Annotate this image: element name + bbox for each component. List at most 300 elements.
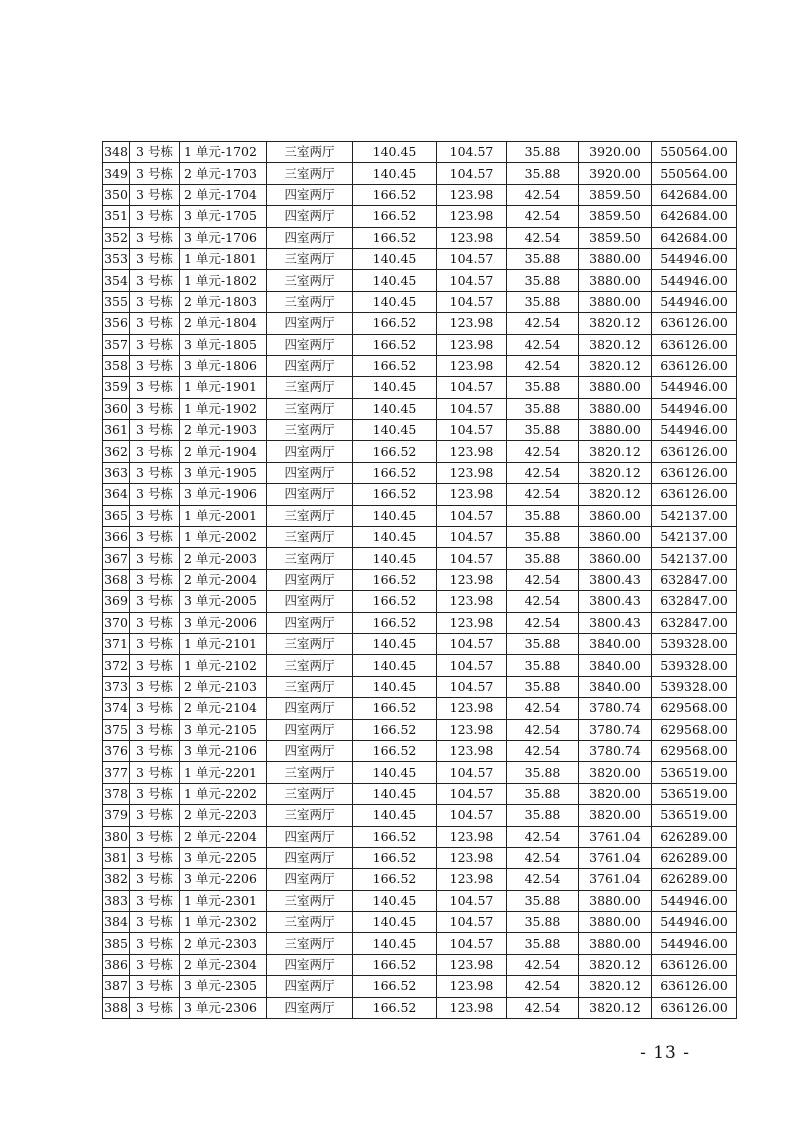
build-area-cell: 140.45 (353, 933, 437, 954)
inner-area-cell: 104.57 (437, 655, 507, 676)
unit-price-cell: 3859.50 (579, 184, 652, 205)
unit-cell: 2 单元-2003 (180, 548, 267, 569)
build-area-cell: 166.52 (353, 441, 437, 462)
table-row (103, 248, 737, 269)
row-number: 354 (103, 270, 130, 291)
unit-price-cell: 3880.00 (579, 420, 652, 441)
building-cell: 3 号栋 (130, 355, 180, 376)
row-number: 382 (103, 869, 130, 890)
shared-area-cell: 42.54 (507, 719, 579, 740)
unit-price-cell: 3780.74 (579, 740, 652, 761)
build-area-cell: 166.52 (353, 954, 437, 975)
unit-price-cell: 3880.00 (579, 912, 652, 933)
layout-cell: 三室两厅 (267, 762, 353, 783)
total-price-cell: 542137.00 (652, 505, 737, 526)
building-cell: 3 号栋 (130, 441, 180, 462)
row-number: 383 (103, 890, 130, 911)
row-number: 362 (103, 441, 130, 462)
layout-cell: 四室两厅 (267, 997, 353, 1018)
unit-price-cell: 3761.04 (579, 826, 652, 847)
unit-cell: 2 单元-2303 (180, 933, 267, 954)
unit-price-cell: 3840.00 (579, 676, 652, 697)
inner-area-cell: 123.98 (437, 740, 507, 761)
table-row (103, 655, 737, 676)
inner-area-cell: 123.98 (437, 997, 507, 1018)
build-area-cell: 166.52 (353, 206, 437, 227)
table-row (103, 847, 737, 868)
building-cell: 3 号栋 (130, 954, 180, 975)
row-number: 350 (103, 184, 130, 205)
shared-area-cell: 35.88 (507, 377, 579, 398)
total-price-cell: 539328.00 (652, 633, 737, 654)
building-cell: 3 号栋 (130, 527, 180, 548)
build-area-cell: 140.45 (353, 783, 437, 804)
row-number: 377 (103, 762, 130, 783)
total-price-cell: 544946.00 (652, 912, 737, 933)
build-area-cell: 166.52 (353, 591, 437, 612)
row-number: 380 (103, 826, 130, 847)
unit-price-cell: 3920.00 (579, 163, 652, 184)
unit-price-cell: 3880.00 (579, 270, 652, 291)
row-number: 376 (103, 740, 130, 761)
building-cell: 3 号栋 (130, 698, 180, 719)
building-cell: 3 号栋 (130, 676, 180, 697)
unit-price-cell: 3920.00 (579, 142, 652, 163)
layout-cell: 三室两厅 (267, 163, 353, 184)
inner-area-cell: 104.57 (437, 633, 507, 654)
building-cell: 3 号栋 (130, 740, 180, 761)
row-number: 359 (103, 377, 130, 398)
shared-area-cell: 42.54 (507, 976, 579, 997)
total-price-cell: 544946.00 (652, 398, 737, 419)
unit-cell: 1 单元-1901 (180, 377, 267, 398)
unit-price-cell: 3859.50 (579, 206, 652, 227)
build-area-cell: 140.45 (353, 377, 437, 398)
layout-cell: 四室两厅 (267, 698, 353, 719)
row-number: 366 (103, 527, 130, 548)
total-price-cell: 642684.00 (652, 227, 737, 248)
table-row (103, 783, 737, 804)
inner-area-cell: 123.98 (437, 826, 507, 847)
shared-area-cell: 42.54 (507, 184, 579, 205)
unit-cell: 3 单元-2205 (180, 847, 267, 868)
row-number: 368 (103, 569, 130, 590)
unit-cell: 1 单元-2001 (180, 505, 267, 526)
unit-cell: 3 单元-2206 (180, 869, 267, 890)
unit-cell: 1 单元-1802 (180, 270, 267, 291)
building-cell: 3 号栋 (130, 248, 180, 269)
row-number: 369 (103, 591, 130, 612)
layout-cell: 三室两厅 (267, 377, 353, 398)
shared-area-cell: 42.54 (507, 740, 579, 761)
unit-price-cell: 3880.00 (579, 933, 652, 954)
total-price-cell: 629568.00 (652, 740, 737, 761)
layout-cell: 四室两厅 (267, 569, 353, 590)
build-area-cell: 166.52 (353, 740, 437, 761)
build-area-cell: 166.52 (353, 484, 437, 505)
shared-area-cell: 42.54 (507, 484, 579, 505)
shared-area-cell: 42.54 (507, 612, 579, 633)
unit-price-cell: 3800.43 (579, 569, 652, 590)
inner-area-cell: 123.98 (437, 719, 507, 740)
build-area-cell: 166.52 (353, 462, 437, 483)
building-cell: 3 号栋 (130, 142, 180, 163)
unit-cell: 1 单元-1801 (180, 248, 267, 269)
inner-area-cell: 123.98 (437, 869, 507, 890)
table-row (103, 484, 737, 505)
building-cell: 3 号栋 (130, 719, 180, 740)
total-price-cell: 544946.00 (652, 270, 737, 291)
table-row (103, 184, 737, 205)
inner-area-cell: 123.98 (437, 954, 507, 975)
row-number: 375 (103, 719, 130, 740)
unit-price-cell: 3860.00 (579, 505, 652, 526)
total-price-cell: 636126.00 (652, 976, 737, 997)
inner-area-cell: 104.57 (437, 527, 507, 548)
inner-area-cell: 123.98 (437, 441, 507, 462)
total-price-cell: 539328.00 (652, 655, 737, 676)
shared-area-cell: 35.88 (507, 912, 579, 933)
unit-cell: 3 单元-1906 (180, 484, 267, 505)
table-row (103, 826, 737, 847)
inner-area-cell: 123.98 (437, 355, 507, 376)
build-area-cell: 140.45 (353, 805, 437, 826)
row-number: 351 (103, 206, 130, 227)
shared-area-cell: 35.88 (507, 655, 579, 676)
total-price-cell: 629568.00 (652, 698, 737, 719)
table-row (103, 163, 737, 184)
table-row (103, 377, 737, 398)
unit-cell: 1 单元-2301 (180, 890, 267, 911)
build-area-cell: 140.45 (353, 890, 437, 911)
build-area-cell: 140.45 (353, 633, 437, 654)
unit-price-cell: 3820.00 (579, 805, 652, 826)
table-row (103, 548, 737, 569)
row-number: 386 (103, 954, 130, 975)
building-cell: 3 号栋 (130, 933, 180, 954)
table-row (103, 206, 737, 227)
inner-area-cell: 123.98 (437, 334, 507, 355)
total-price-cell: 544946.00 (652, 291, 737, 312)
unit-cell: 1 单元-2201 (180, 762, 267, 783)
building-cell: 3 号栋 (130, 612, 180, 633)
table-body (103, 142, 737, 1019)
unit-price-cell: 3820.12 (579, 997, 652, 1018)
layout-cell: 四室两厅 (267, 976, 353, 997)
inner-area-cell: 104.57 (437, 762, 507, 783)
layout-cell: 三室两厅 (267, 505, 353, 526)
unit-cell: 1 单元-1902 (180, 398, 267, 419)
layout-cell: 三室两厅 (267, 270, 353, 291)
inner-area-cell: 123.98 (437, 462, 507, 483)
unit-cell: 2 单元-1903 (180, 420, 267, 441)
row-number: 353 (103, 248, 130, 269)
inner-area-cell: 123.98 (437, 591, 507, 612)
inner-area-cell: 123.98 (437, 612, 507, 633)
total-price-cell: 536519.00 (652, 783, 737, 804)
unit-cell: 2 单元-1803 (180, 291, 267, 312)
unit-price-cell: 3820.12 (579, 484, 652, 505)
unit-cell: 1 单元-1702 (180, 142, 267, 163)
build-area-cell: 140.45 (353, 548, 437, 569)
inner-area-cell: 104.57 (437, 398, 507, 419)
shared-area-cell: 42.54 (507, 355, 579, 376)
unit-cell: 3 单元-2005 (180, 591, 267, 612)
unit-cell: 3 单元-1706 (180, 227, 267, 248)
table-row (103, 997, 737, 1018)
shared-area-cell: 35.88 (507, 933, 579, 954)
table-row (103, 142, 737, 163)
row-number: 361 (103, 420, 130, 441)
table-row (103, 933, 737, 954)
layout-cell: 四室两厅 (267, 847, 353, 868)
total-price-cell: 626289.00 (652, 847, 737, 868)
build-area-cell: 140.45 (353, 527, 437, 548)
shared-area-cell: 35.88 (507, 805, 579, 826)
total-price-cell: 542137.00 (652, 527, 737, 548)
row-number: 358 (103, 355, 130, 376)
unit-cell: 2 单元-2204 (180, 826, 267, 847)
table-row (103, 355, 737, 376)
unit-price-cell: 3880.00 (579, 291, 652, 312)
layout-cell: 四室两厅 (267, 719, 353, 740)
total-price-cell: 544946.00 (652, 933, 737, 954)
unit-cell: 3 单元-1705 (180, 206, 267, 227)
total-price-cell: 629568.00 (652, 719, 737, 740)
unit-price-cell: 3820.00 (579, 783, 652, 804)
layout-cell: 三室两厅 (267, 912, 353, 933)
total-price-cell: 632847.00 (652, 569, 737, 590)
building-cell: 3 号栋 (130, 163, 180, 184)
row-number: 385 (103, 933, 130, 954)
total-price-cell: 636126.00 (652, 355, 737, 376)
total-price-cell: 636126.00 (652, 441, 737, 462)
total-price-cell: 636126.00 (652, 997, 737, 1018)
inner-area-cell: 104.57 (437, 548, 507, 569)
row-number: 349 (103, 163, 130, 184)
building-cell: 3 号栋 (130, 762, 180, 783)
total-price-cell: 544946.00 (652, 890, 737, 911)
table-row (103, 291, 737, 312)
total-price-cell: 642684.00 (652, 184, 737, 205)
table-row (103, 805, 737, 826)
row-number: 356 (103, 313, 130, 334)
row-number: 365 (103, 505, 130, 526)
total-price-cell: 536519.00 (652, 805, 737, 826)
building-cell: 3 号栋 (130, 462, 180, 483)
shared-area-cell: 42.54 (507, 997, 579, 1018)
row-number: 360 (103, 398, 130, 419)
unit-price-cell: 3820.12 (579, 334, 652, 355)
row-number: 363 (103, 462, 130, 483)
build-area-cell: 166.52 (353, 569, 437, 590)
building-cell: 3 号栋 (130, 206, 180, 227)
build-area-cell: 140.45 (353, 270, 437, 291)
table-row (103, 869, 737, 890)
shared-area-cell: 35.88 (507, 291, 579, 312)
layout-cell: 四室两厅 (267, 206, 353, 227)
build-area-cell: 140.45 (353, 676, 437, 697)
building-cell: 3 号栋 (130, 997, 180, 1018)
inner-area-cell: 104.57 (437, 505, 507, 526)
unit-price-cell: 3880.00 (579, 248, 652, 269)
shared-area-cell: 42.54 (507, 462, 579, 483)
table-row (103, 890, 737, 911)
unit-price-cell: 3820.12 (579, 462, 652, 483)
total-price-cell: 544946.00 (652, 248, 737, 269)
building-cell: 3 号栋 (130, 591, 180, 612)
layout-cell: 三室两厅 (267, 142, 353, 163)
building-cell: 3 号栋 (130, 633, 180, 654)
table-row (103, 270, 737, 291)
building-cell: 3 号栋 (130, 569, 180, 590)
unit-price-cell: 3820.12 (579, 976, 652, 997)
build-area-cell: 140.45 (353, 505, 437, 526)
table-row (103, 719, 737, 740)
row-number: 378 (103, 783, 130, 804)
layout-cell: 三室两厅 (267, 633, 353, 654)
shared-area-cell: 42.54 (507, 569, 579, 590)
unit-cell: 3 单元-2106 (180, 740, 267, 761)
building-cell: 3 号栋 (130, 227, 180, 248)
unit-cell: 2 单元-2103 (180, 676, 267, 697)
build-area-cell: 166.52 (353, 997, 437, 1018)
build-area-cell: 166.52 (353, 612, 437, 633)
inner-area-cell: 104.57 (437, 933, 507, 954)
layout-cell: 三室两厅 (267, 805, 353, 826)
row-number: 379 (103, 805, 130, 826)
row-number: 388 (103, 997, 130, 1018)
shared-area-cell: 42.54 (507, 227, 579, 248)
row-number: 357 (103, 334, 130, 355)
total-price-cell: 542137.00 (652, 548, 737, 569)
total-price-cell: 550564.00 (652, 142, 737, 163)
row-number: 372 (103, 655, 130, 676)
inner-area-cell: 104.57 (437, 248, 507, 269)
unit-price-cell: 3859.50 (579, 227, 652, 248)
unit-cell: 3 单元-2306 (180, 997, 267, 1018)
total-price-cell: 636126.00 (652, 334, 737, 355)
layout-cell: 四室两厅 (267, 954, 353, 975)
unit-cell: 3 单元-1805 (180, 334, 267, 355)
shared-area-cell: 35.88 (507, 783, 579, 804)
row-number: 367 (103, 548, 130, 569)
unit-cell: 1 单元-2002 (180, 527, 267, 548)
unit-cell: 3 单元-1806 (180, 355, 267, 376)
build-area-cell: 166.52 (353, 355, 437, 376)
shared-area-cell: 35.88 (507, 676, 579, 697)
unit-price-cell: 3761.04 (579, 847, 652, 868)
table-row (103, 334, 737, 355)
build-area-cell: 140.45 (353, 420, 437, 441)
unit-price-cell: 3880.00 (579, 398, 652, 419)
unit-cell: 2 单元-2004 (180, 569, 267, 590)
unit-cell: 2 单元-1804 (180, 313, 267, 334)
inner-area-cell: 104.57 (437, 912, 507, 933)
building-cell: 3 号栋 (130, 291, 180, 312)
layout-cell: 四室两厅 (267, 591, 353, 612)
total-price-cell: 632847.00 (652, 612, 737, 633)
table-row (103, 420, 737, 441)
unit-price-cell: 3780.74 (579, 698, 652, 719)
shared-area-cell: 35.88 (507, 527, 579, 548)
build-area-cell: 140.45 (353, 655, 437, 676)
total-price-cell: 626289.00 (652, 869, 737, 890)
row-number: 374 (103, 698, 130, 719)
layout-cell: 四室两厅 (267, 462, 353, 483)
unit-price-cell: 3800.43 (579, 591, 652, 612)
building-cell: 3 号栋 (130, 420, 180, 441)
building-cell: 3 号栋 (130, 398, 180, 419)
unit-price-cell: 3880.00 (579, 890, 652, 911)
building-cell: 3 号栋 (130, 270, 180, 291)
unit-cell: 2 单元-2104 (180, 698, 267, 719)
layout-cell: 四室两厅 (267, 441, 353, 462)
building-cell: 3 号栋 (130, 912, 180, 933)
inner-area-cell: 104.57 (437, 805, 507, 826)
building-cell: 3 号栋 (130, 869, 180, 890)
building-cell: 3 号栋 (130, 655, 180, 676)
table-row (103, 762, 737, 783)
shared-area-cell: 35.88 (507, 142, 579, 163)
unit-cell: 2 单元-2304 (180, 954, 267, 975)
build-area-cell: 166.52 (353, 227, 437, 248)
building-cell: 3 号栋 (130, 548, 180, 569)
table-row (103, 612, 737, 633)
inner-area-cell: 104.57 (437, 270, 507, 291)
inner-area-cell: 123.98 (437, 569, 507, 590)
table-row (103, 676, 737, 697)
build-area-cell: 166.52 (353, 184, 437, 205)
row-number: 371 (103, 633, 130, 654)
row-number: 373 (103, 676, 130, 697)
layout-cell: 四室两厅 (267, 355, 353, 376)
unit-cell: 2 单元-1704 (180, 184, 267, 205)
row-number: 387 (103, 976, 130, 997)
inner-area-cell: 104.57 (437, 291, 507, 312)
unit-cell: 1 单元-2302 (180, 912, 267, 933)
build-area-cell: 166.52 (353, 313, 437, 334)
build-area-cell: 140.45 (353, 248, 437, 269)
unit-cell: 1 单元-2202 (180, 783, 267, 804)
building-cell: 3 号栋 (130, 334, 180, 355)
layout-cell: 四室两厅 (267, 184, 353, 205)
unit-cell: 2 单元-1904 (180, 441, 267, 462)
unit-price-cell: 3840.00 (579, 655, 652, 676)
build-area-cell: 140.45 (353, 142, 437, 163)
table-row (103, 398, 737, 419)
shared-area-cell: 42.54 (507, 869, 579, 890)
shared-area-cell: 35.88 (507, 548, 579, 569)
shared-area-cell: 35.88 (507, 398, 579, 419)
inner-area-cell: 123.98 (437, 206, 507, 227)
shared-area-cell: 35.88 (507, 762, 579, 783)
build-area-cell: 166.52 (353, 698, 437, 719)
build-area-cell: 140.45 (353, 291, 437, 312)
layout-cell: 三室两厅 (267, 291, 353, 312)
unit-price-cell: 3880.00 (579, 377, 652, 398)
unit-cell: 3 单元-2305 (180, 976, 267, 997)
layout-cell: 三室两厅 (267, 548, 353, 569)
inner-area-cell: 123.98 (437, 484, 507, 505)
layout-cell: 三室两厅 (267, 248, 353, 269)
total-price-cell: 636126.00 (652, 462, 737, 483)
build-area-cell: 140.45 (353, 912, 437, 933)
unit-price-cell: 3860.00 (579, 527, 652, 548)
building-cell: 3 号栋 (130, 783, 180, 804)
table-row (103, 569, 737, 590)
shared-area-cell: 35.88 (507, 890, 579, 911)
